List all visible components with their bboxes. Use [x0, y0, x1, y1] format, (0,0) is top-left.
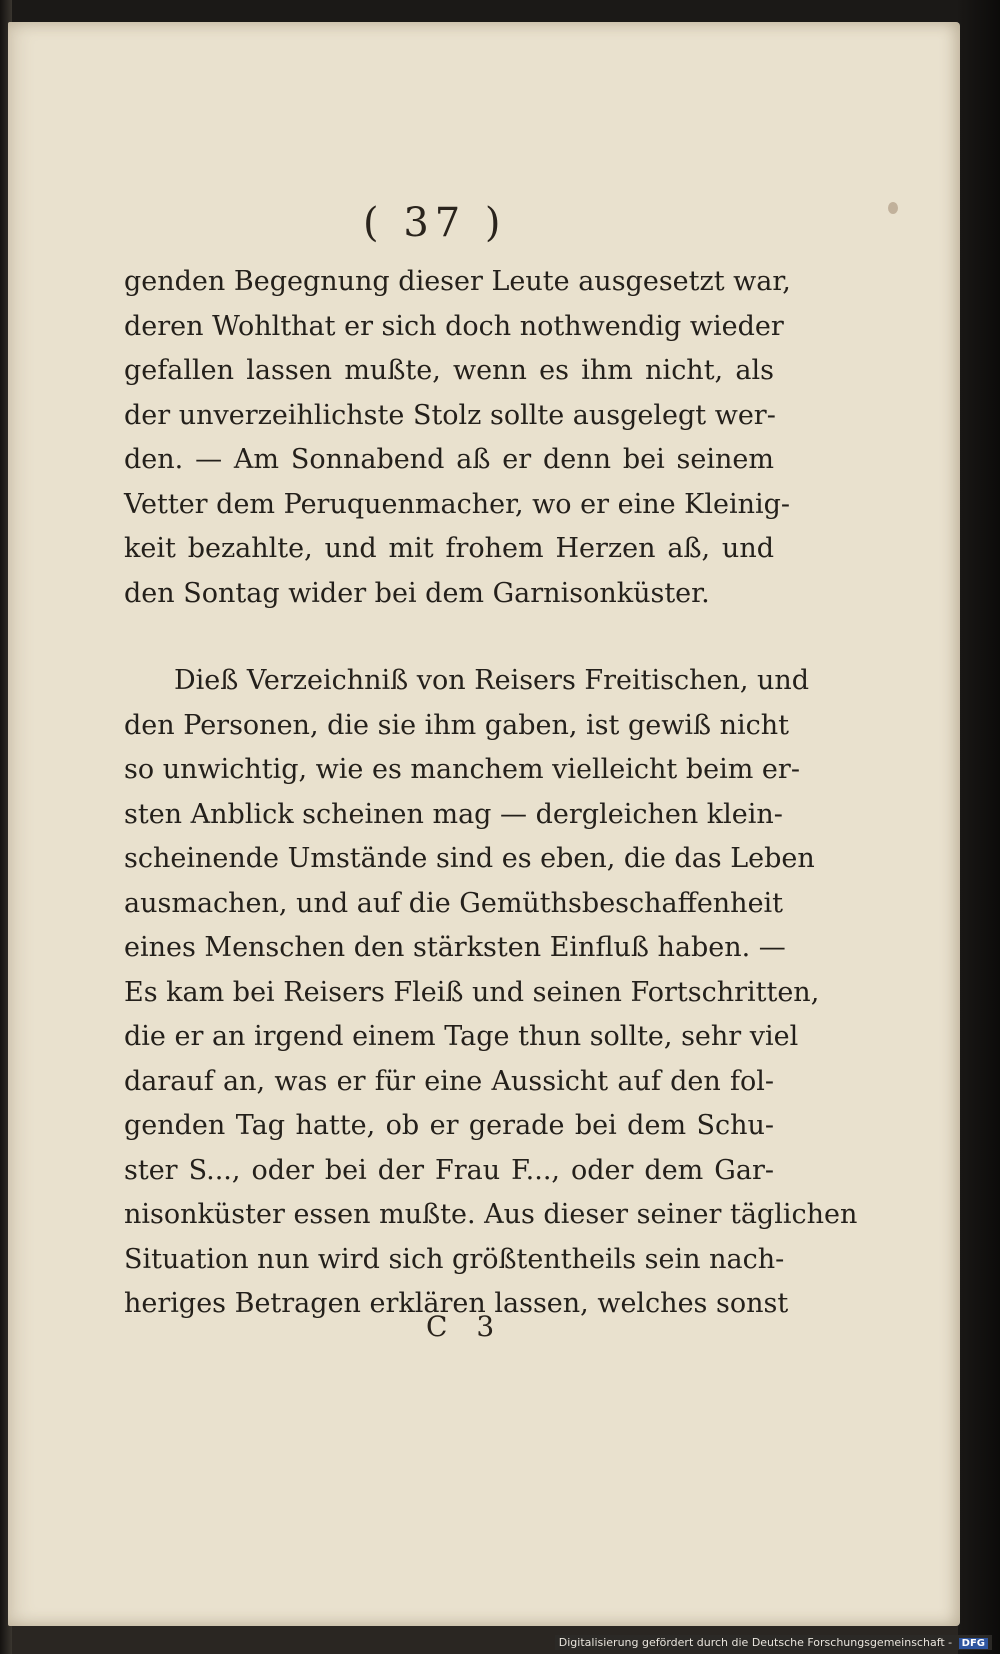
text-line: Es kam bei Reisers Fleiß und seinen Fortschritten,	[124, 976, 820, 1008]
text-line: ausmachen, und auf die Gemüthsbeschaffenheit	[124, 887, 784, 919]
credit-text: Digitalisierung gefördert durch die Deutsche Forschungsgemeinschaft -	[558, 1636, 953, 1649]
page-number: ( 37 )	[363, 200, 507, 246]
digitization-credit	[555, 1635, 992, 1650]
scan-top-edge	[0, 0, 1000, 22]
text-line: ster S..., oder bei der Frau F..., oder dem Gar-	[124, 1154, 774, 1186]
text-line: heriges Betragen erklären lassen, welches sonst	[124, 1288, 789, 1319]
text-line: gefallen lassen mußte, wenn es ihm nicht, als	[124, 355, 774, 386]
text-line: scheinende Umstände sind es eben, die das Leben	[124, 843, 815, 874]
text-line: den Sontag wider bei dem Garnisonküster.	[124, 577, 710, 609]
signature-mark: C 3	[426, 1310, 505, 1343]
page-mark	[888, 202, 898, 214]
text-line: genden Begegnung dieser Leute ausgesetzt war,	[124, 266, 791, 297]
text-line: die er an irgend einem Tage thun sollte, sehr viel	[124, 1021, 799, 1052]
text-line: Vetter dem Peruquenmacher, wo er eine Kleinig-	[124, 488, 791, 520]
body-text	[124, 260, 858, 1327]
text-line: genden Tag hatte, ob er gerade bei dem Schu-	[124, 1110, 774, 1141]
text-line: Dieß Verzeichniß von Reisers Freitischen, und	[174, 665, 810, 696]
text-line: der unverzeihlichste Stolz sollte ausgelegt wer-	[124, 399, 776, 431]
dfg-logo: DFG	[959, 1638, 988, 1649]
text-line: den. — Am Sonnabend aß er denn bei seinem	[124, 444, 774, 475]
text-line: keit bezahlte, und mit frohem Herzen aß, und	[124, 533, 774, 564]
text-line: so unwichtig, wie es manchem vielleicht beim er-	[124, 754, 800, 785]
scan-right-shadow	[958, 0, 1000, 1654]
text-line: den Personen, die sie ihm gaben, ist gewiß nicht	[124, 709, 789, 741]
text-line: deren Wohlthat er sich doch nothwendig wieder	[124, 310, 784, 342]
text-line: sten Anblick scheinen mag — dergleichen klein-	[124, 798, 783, 830]
paragraph-gap	[124, 616, 774, 659]
text-line: nisonküster essen mußte. Aus dieser seiner täglichen	[124, 1199, 858, 1230]
text-line: darauf an, was er für eine Aussicht auf den fol-	[124, 1065, 774, 1097]
book-page	[8, 22, 960, 1626]
text-line: Situation nun wird sich größtentheils sein nach-	[124, 1243, 785, 1275]
text-line: eines Menschen den stärksten Einfluß haben. —	[124, 932, 786, 963]
